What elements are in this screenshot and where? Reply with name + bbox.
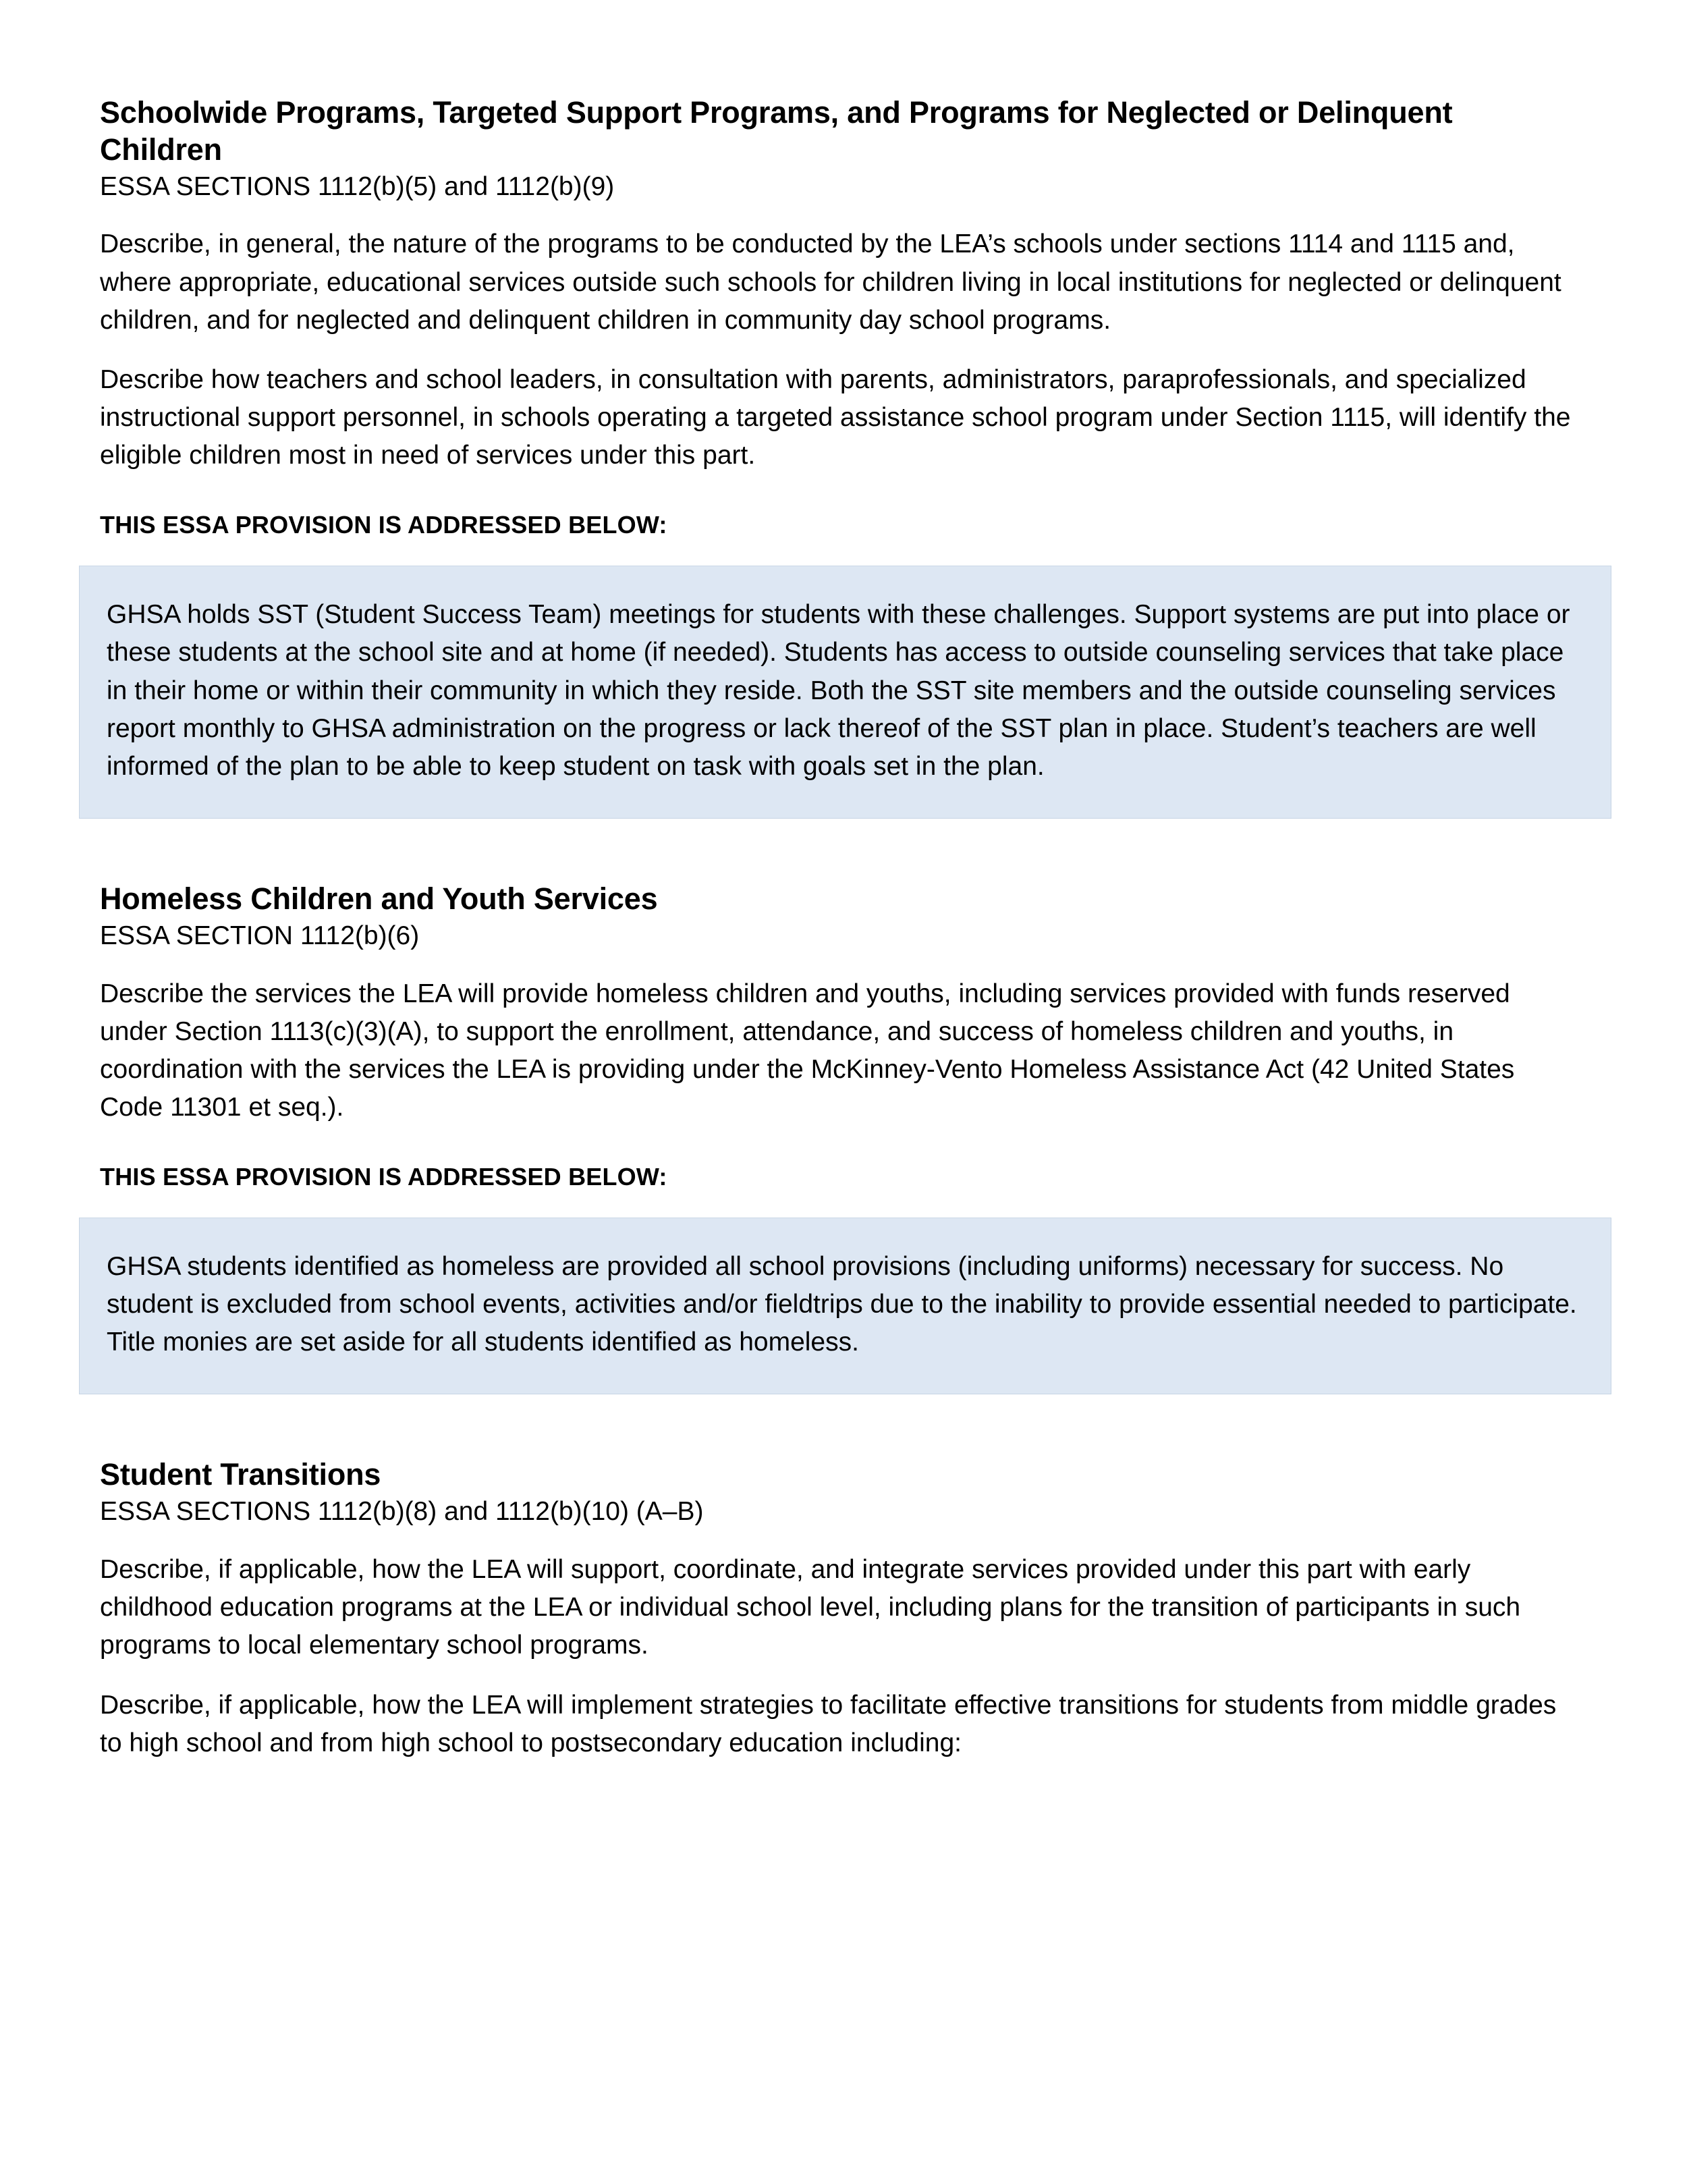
- section-homeless-children-youth-services: [100, 881, 1578, 1394]
- provision-addressed-label: THIS ESSA PROVISION IS ADDRESSED BELOW:: [100, 1163, 667, 1191]
- section-spacer: [100, 819, 1578, 881]
- answer-box: [79, 566, 1611, 819]
- answer-text: GHSA holds SST (Student Success Team) meetings for students with these challenges. Support systems are put into place or these students at the school site and at home (if needed). Students has access to outside counseling services that take place in their home or within their community in which they reside. Both the SST site members and the outside counseling services report monthly to GHSA administration on the progress or lack thereof of the SST plan in place. Student’s teachers are well informed of the plan to be able to keep student on task with goals set in the plan.: [107, 600, 1570, 781]
- document-content: [100, 94, 1578, 1762]
- section-citation: ESSA SECTIONS 1112(b)(8) and 1112(b)(10) (A–B): [100, 1497, 704, 1527]
- answer-text: GHSA students identified as homeless are provided all school provisions (including uniforms) necessary for success. No student is excluded from school events, activities and/or fieldtrips due to the inability to provide essential needed to participate. Title monies are set aside for all students identified as homeless.: [107, 1251, 1577, 1357]
- section-paragraph: Describe, if applicable, how the LEA will support, coordinate, and integrate services provided under this part with early childhood education programs at the LEA or individual school level, including plans for the transition of participants in such programs to local elementary school programs.: [100, 1555, 1521, 1660]
- section-schoolwide-programs: [100, 94, 1578, 819]
- section-paragraph: Describe how teachers and school leaders, in consultation with parents, administrators, paraprofessionals, and specialized instructional support personnel, in schools operating a targeted assistance school program under Section 1115, will identify the eligible children most in need of services under this part.: [100, 364, 1571, 470]
- section-heading: Student Transitions: [100, 1457, 381, 1492]
- section-paragraph: Describe the services the LEA will provide homeless children and youths, including services provided with funds reserved under Section 1113(c)(3)(A), to support the enrollment, attendance, and success of homeless children and youths, in coordination with the services the LEA is providing under the McKinney-Vento Homeless Assistance Act (42 United States Code 11301 et seq.).: [100, 979, 1515, 1122]
- section-paragraph: Describe, if applicable, how the LEA will implement strategies to facilitate effective transitions for students from middle grades to high school and from high school to postsecondary education including:: [100, 1690, 1557, 1757]
- section-heading: Schoolwide Programs, Targeted Support Programs, and Programs for Neglected or Delinquent Children: [100, 95, 1453, 167]
- provision-addressed-label: THIS ESSA PROVISION IS ADDRESSED BELOW:: [100, 511, 667, 539]
- section-spacer: [100, 1394, 1578, 1456]
- section-student-transitions: [100, 1456, 1578, 1762]
- section-paragraph: Describe, in general, the nature of the programs to be conducted by the LEA’s schools under sections 1114 and 1115 and, where appropriate, educational services outside such schools for children living in local institutions for neglected or delinquent children, and for neglected and delinquent children in community day school programs.: [100, 229, 1561, 335]
- section-citation: ESSA SECTION 1112(b)(6): [100, 921, 420, 950]
- section-citation: ESSA SECTIONS 1112(b)(5) and 1112(b)(9): [100, 171, 615, 201]
- answer-box: [79, 1218, 1611, 1394]
- section-heading: Homeless Children and Youth Services: [100, 881, 658, 916]
